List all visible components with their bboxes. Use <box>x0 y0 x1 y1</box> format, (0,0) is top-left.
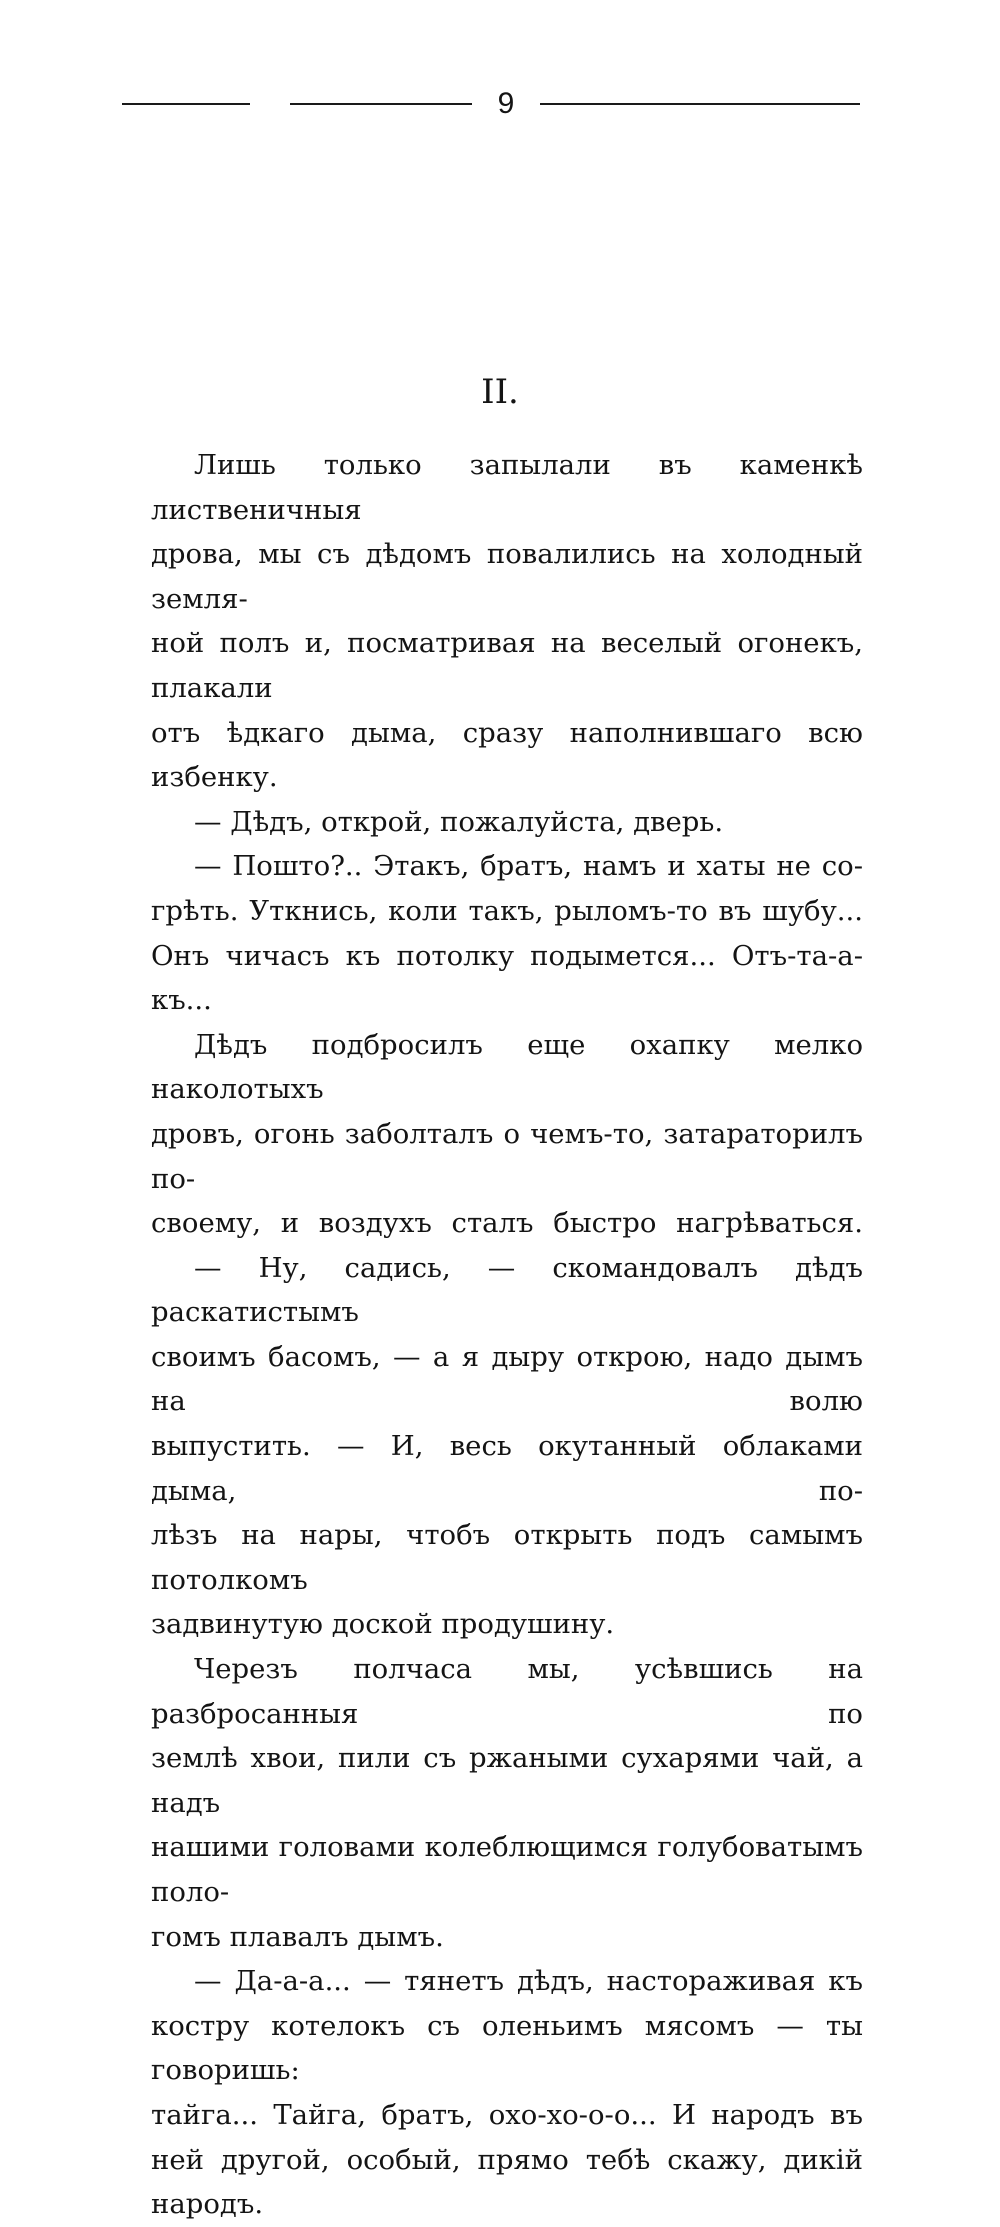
paragraph-line: своему, и воздухъ сталъ быстро нагрѣваться. <box>151 1207 863 1240</box>
page-header <box>122 84 862 124</box>
header-rule-middle <box>290 103 472 105</box>
paragraph-line: землѣ хвои, пили съ ржаными сухарями чай, а надъ <box>151 1742 863 1819</box>
paragraph-line: лѣзъ на нары, чтобъ открыть подъ самымъ потолкомъ <box>151 1519 863 1596</box>
paragraph-line: отъ ѣдкаго дыма, сразу наполнившаго всю избенку. <box>151 716 863 794</box>
paragraph-line: тайга... Тайга, братъ, охо-хо-о-о... И народъ въ <box>151 2098 863 2131</box>
paragraph-first-line: — Дѣдъ, открой, пожалуйста, дверь. <box>194 805 724 838</box>
body-text <box>151 443 863 2221</box>
paragraph-first-line: Черезъ полчаса мы, усѣвшись на разбросанныя по <box>151 1653 863 1730</box>
paragraph-first-line: Дѣдъ подбросилъ еще охапку мелко наколотыхъ <box>151 1028 863 1106</box>
paragraph-first-line: Лишь только запылали въ каменкѣ лиственичныя <box>151 449 863 526</box>
paragraph-line: Онъ чичасъ къ потолку подымется... Отъ-та-а-къ... <box>151 939 863 1017</box>
paragraph-line: нашими головами колеблющимся голубоватымъ поло- <box>151 1831 863 1908</box>
header-rule-left <box>122 103 250 105</box>
paragraph-line: дровъ, огонь заболталъ о чемъ-то, затараторилъ по- <box>151 1117 863 1195</box>
paragraph-line: грѣть. Уткнись, коли такъ, рыломъ-то въ шубу... <box>151 894 863 927</box>
paragraph-line: дрова, мы съ дѣдомъ повалились на холодный земля- <box>151 538 863 615</box>
paragraph-line: гомъ плавалъ дымъ. <box>151 1920 444 1953</box>
header-rule-right <box>540 103 860 105</box>
paragraph-first-line: — Да-а-а... — тянетъ дѣдъ, настораживая къ <box>194 1965 863 1998</box>
paragraph-line: выпустить. — И, весь окутанный облаками дыма, по- <box>151 1430 863 1507</box>
paragraph-first-line: — Пошто?.. Этакъ, братъ, намъ и хаты не со- <box>194 850 863 883</box>
paragraph-line: ней другой, особый, прямо тебѣ скажу, дикій народъ. <box>151 2143 863 2221</box>
paragraph-line: ной полъ и, посматривая на веселый огонекъ, плакали <box>151 627 863 704</box>
paragraph-line: задвинутую доской продушину. <box>151 1608 615 1641</box>
paragraph-line: своимъ басомъ, — а я дыру открою, надо дымъ на волю <box>151 1340 863 1418</box>
paragraph-line: костру котелокъ съ оленьимъ мясомъ — ты говоришь: <box>151 2009 863 2087</box>
page-number: 9 <box>497 87 515 120</box>
paragraph-first-line: — Ну, садись, — скомандовалъ дѣдъ раскатистымъ <box>151 1251 863 1329</box>
chapter-heading: II. <box>481 372 519 412</box>
